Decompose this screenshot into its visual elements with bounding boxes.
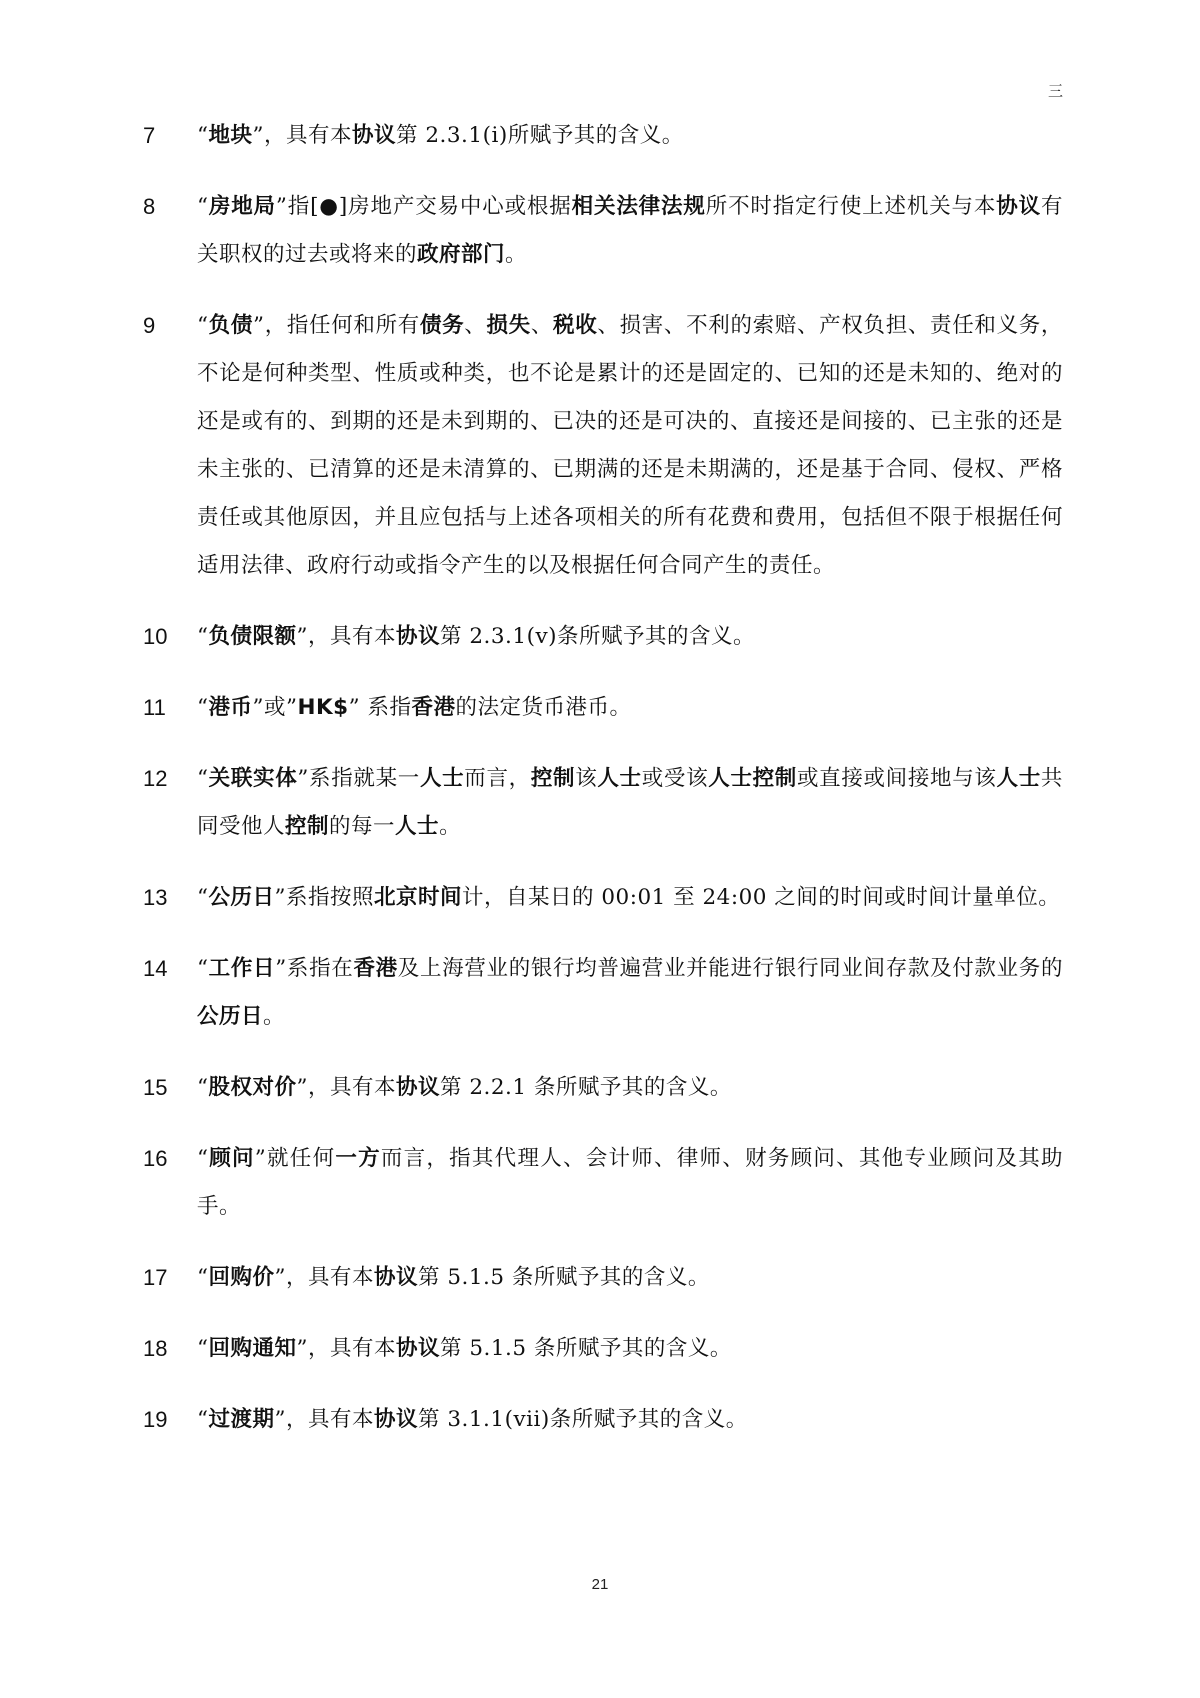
definition-text: [197, 945, 1063, 1041]
text-run: 第 5.1.5 条所赋予其的含义。: [418, 1265, 710, 1290]
text-run: 。: [439, 814, 462, 839]
text-run: “: [197, 313, 209, 338]
definition-number: 11: [143, 695, 166, 720]
text-run: ”系指按照: [274, 885, 375, 910]
definition-text: [197, 1135, 1063, 1231]
defined-term: 协议: [374, 1407, 419, 1432]
defined-term: 协议: [396, 1336, 441, 1361]
defined-term: 控制: [530, 766, 576, 791]
text-run: 计，自某日的 00:01 至 24:00 之间的时间或时间计量单位。: [462, 885, 1061, 910]
definition-number: 19: [143, 1407, 168, 1432]
text-run: ”系指在: [275, 956, 354, 981]
defined-term: 一方: [335, 1146, 381, 1171]
text-run: 而言，指其代理人、会计师、律师、财务顾问、其他专业顾问及其助手。: [197, 1146, 1063, 1219]
definition-text: [197, 1325, 1063, 1373]
text-run: ”或”: [252, 695, 298, 720]
definition-text: [197, 874, 1063, 922]
text-run: 所不时指定行使上述机关与本: [705, 194, 997, 219]
defined-term: 协议: [396, 624, 441, 649]
defined-term: 港币: [208, 695, 253, 720]
definition-item: [143, 613, 1063, 661]
defined-term: 房地局: [208, 194, 276, 219]
text-run: ”，具有本: [296, 1336, 397, 1361]
definition-number: 16: [143, 1146, 168, 1171]
text-run: 第 5.1.5 条所赋予其的含义。: [440, 1336, 732, 1361]
text-run: “: [197, 1265, 209, 1290]
definition-item: [143, 1064, 1063, 1112]
definition-item: [143, 684, 1063, 732]
text-run: 第 2.3.1(i)所赋予其的含义。: [396, 123, 684, 148]
defined-term: 协议: [396, 1075, 441, 1100]
text-run: “: [197, 123, 209, 148]
header-mark: 三: [1048, 82, 1064, 100]
definition-item: [143, 1396, 1063, 1444]
text-run: “: [197, 885, 209, 910]
defined-term: 债务: [419, 313, 465, 338]
text-run: 的每一: [329, 814, 396, 839]
defined-term: 地块: [208, 123, 253, 148]
text-run: ”，具有本: [274, 1265, 375, 1290]
definition-text: [197, 183, 1063, 279]
definition-item: [143, 945, 1063, 1041]
definition-text: [197, 112, 1063, 160]
text-run: 共同受他人: [197, 766, 1063, 839]
definition-text: [197, 1396, 1063, 1444]
text-run: “: [197, 956, 209, 981]
text-run: “: [197, 1336, 209, 1361]
text-run: ”，具有本: [274, 1407, 375, 1432]
defined-term: 损失: [486, 313, 531, 338]
definition-item: [143, 183, 1063, 279]
text-run: “: [197, 1146, 209, 1171]
defined-term: 税收: [553, 313, 598, 338]
defined-term: 关联实体: [208, 766, 298, 791]
defined-term: 回购通知: [208, 1336, 297, 1361]
defined-term: 回购价: [208, 1265, 275, 1290]
text-run: “: [197, 1407, 209, 1432]
text-run: ”，具有本: [296, 1075, 397, 1100]
text-run: 第 3.1.1(vii)条所赋予其的含义。: [418, 1407, 748, 1432]
definition-text: [197, 684, 1063, 732]
defined-term: 人士: [395, 814, 440, 839]
definition-text: [197, 755, 1063, 851]
defined-term: 协议: [374, 1265, 419, 1290]
defined-term: 北京时间: [374, 885, 463, 910]
defined-term: 协议: [352, 123, 397, 148]
definition-number: 10: [143, 624, 168, 649]
text-run: 。: [263, 1004, 286, 1029]
definition-number: 9: [143, 313, 156, 338]
text-run: 有关职权的过去或将来的: [197, 194, 1063, 267]
text-run: 及上海营业的银行均普遍营业并能进行银行同业间存款及付款业务的: [397, 956, 1063, 981]
defined-term: 协议: [996, 194, 1041, 219]
defined-term: 人士: [996, 766, 1041, 791]
definition-text: [197, 1254, 1063, 1302]
text-run: 或受该: [641, 766, 709, 791]
defined-term: 工作日: [208, 956, 276, 981]
text-run: ”指[●]房地产交易中心或根据: [275, 194, 572, 219]
text-run: ”就任何: [254, 1146, 336, 1171]
defined-term: 公历日: [208, 885, 275, 910]
text-run: 该: [575, 766, 598, 791]
text-run: 或直接或间接地与该: [796, 766, 997, 791]
defined-term: 负债: [208, 313, 254, 338]
defined-term: 过渡期: [208, 1407, 275, 1432]
definition-item: [143, 1135, 1063, 1231]
definition-number: 14: [143, 956, 168, 981]
definition-number: 12: [143, 766, 168, 791]
definition-item: [143, 755, 1063, 851]
definition-item: [143, 302, 1063, 590]
definition-item: [143, 874, 1063, 922]
defined-term: HK$: [297, 695, 349, 720]
text-run: “: [197, 1075, 209, 1100]
text-run: ”，具有本: [296, 624, 397, 649]
text-run: 。: [505, 242, 528, 267]
definition-item: [143, 112, 1063, 160]
text-run: 第 2.3.1(v)条所赋予其的含义。: [440, 624, 755, 649]
text-run: “: [197, 766, 209, 791]
text-run: ” 系指: [348, 695, 412, 720]
text-run: 第 2.2.1 条所赋予其的含义。: [440, 1075, 732, 1100]
text-run: 、: [530, 313, 554, 338]
definition-number: 8: [143, 194, 156, 219]
definition-text: [197, 302, 1063, 590]
defined-term: 政府部门: [417, 242, 506, 267]
text-run: 的法定货币港币。: [455, 695, 632, 720]
text-run: ”，指任何和所有: [253, 313, 420, 338]
definition-item: [143, 1325, 1063, 1373]
defined-term: 股权对价: [208, 1075, 297, 1100]
definition-number: 18: [143, 1336, 168, 1361]
defined-term: 相关法律法规: [571, 194, 706, 219]
defined-term: 香港: [353, 956, 398, 981]
definition-number: 17: [143, 1265, 168, 1290]
defined-term: 负债限额: [208, 624, 297, 649]
page-number: 21: [591, 1576, 609, 1593]
definition-number: 7: [143, 123, 156, 148]
definition-number: 13: [143, 885, 168, 910]
definition-number: 15: [143, 1075, 168, 1100]
defined-term: 人士: [597, 766, 642, 791]
text-run: ”，具有本: [252, 123, 353, 148]
defined-term: 人士: [419, 766, 465, 791]
text-run: “: [197, 624, 209, 649]
definition-text: [197, 613, 1063, 661]
definition-item: [143, 1254, 1063, 1302]
text-run: “: [197, 194, 209, 219]
defined-term: 顾问: [208, 1146, 255, 1171]
defined-term: 香港: [411, 695, 456, 720]
defined-term: 公历日: [197, 1004, 264, 1029]
definition-text: [197, 1064, 1063, 1112]
definitions-list: [143, 112, 1063, 1467]
text-run: 、: [464, 313, 487, 338]
text-run: “: [197, 695, 209, 720]
defined-term: 控制: [285, 814, 330, 839]
text-run: 而言，: [464, 766, 531, 791]
defined-term: 人士控制: [708, 766, 797, 791]
text-run: 、损害、不利的索赔、产权负担、责任和义务，不论是何种类型、性质或种类，也不论是累计的还是固定的、已知的还是未知的、绝对的还是或有的、到期的还是未到期的、已决的还是可决的、直接还是间接的、已主张的还是未主张的、已清算的还是未清算的、已期满的还是未期满的，还是基于合同、侵权、严格责任或其他原因，并且应包括与上述各项相关的所有花费和费用，包括但不限于根据任何适用法律、政府行动或指令产生的以及根据任何合同产生的责任。: [197, 313, 1063, 578]
text-run: ”系指就某一: [297, 766, 420, 791]
